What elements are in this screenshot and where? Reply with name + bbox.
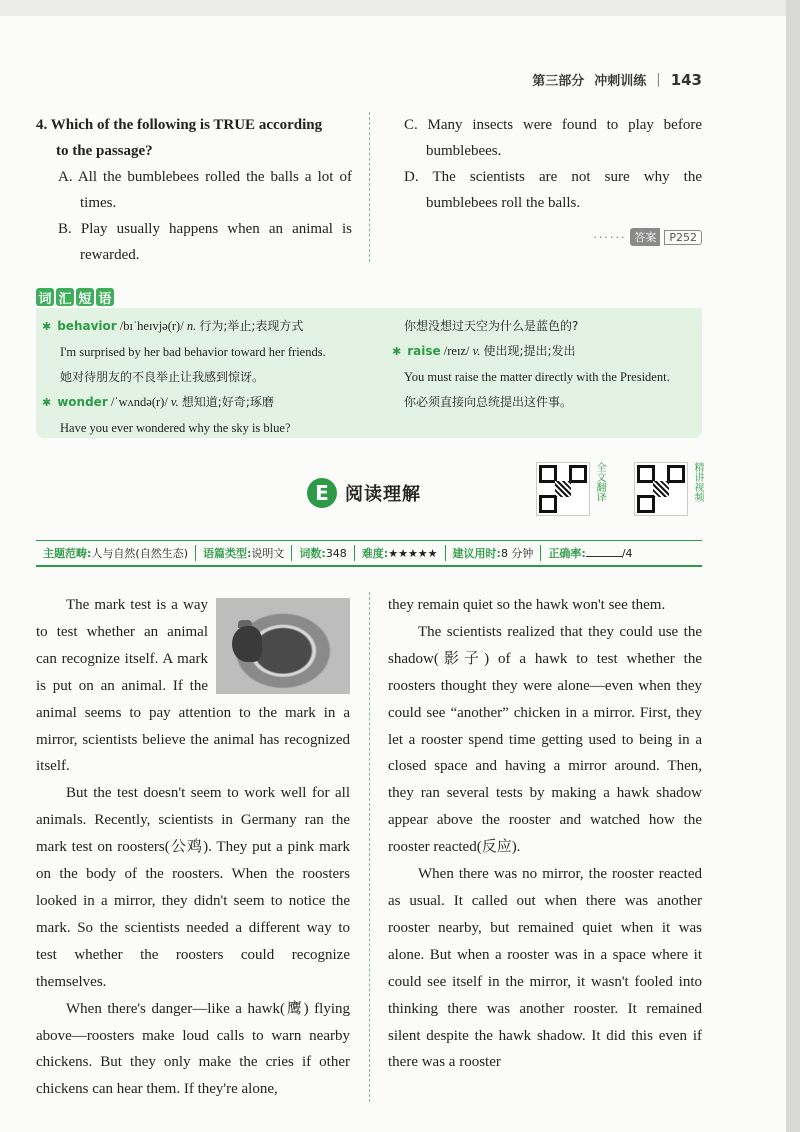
vocab-left-column: ✱ behavior /bɪˈheɪvjə(r)/ n. 行为;举止;表现方式 I'm surprised by her bad behavior toward her friends. 她对待朋友的不良举止让我感到惊讶。 ✱ wonder /ˈwʌndə(r)/ v. 想知道;好奇;琢磨 Have you ever wondered why the sky is blue?: [42, 314, 362, 441]
passage-paragraph-2: But the test doesn't seem to work well for all animals. Recently, scientists in Germany ran the mark test on roosters(公鸡). They put a pink mark on the body of the roosters. When the roosters looked in a mirror, they didn't seem to notice the mark. So the scientists needed a different way to test whether the roosters could recognize themselves.: [36, 785, 350, 990]
accuracy-blank[interactable]: [586, 546, 622, 557]
header-separator: |: [656, 72, 661, 87]
qr-code-icon[interactable]: [634, 462, 688, 516]
meta-difficulty: 难度:★★★★★: [355, 545, 446, 561]
vocab-entry: ✱ behavior /bɪˈheɪvjə(r)/ n. 行为;举止;表现方式: [42, 319, 304, 333]
header-subsection: 冲刺训练: [594, 74, 647, 89]
option-a: A. All the bumblebees rolled the balls a lot of times.: [58, 169, 352, 211]
passage-paragraph-3-cont: they remain quiet so the hawk won't see them.: [388, 597, 666, 613]
page-header: [532, 70, 702, 89]
page-right-edge: [786, 0, 800, 1132]
qr-label: 全文翻译: [594, 462, 605, 502]
qr-label: 精讲视频: [692, 462, 703, 502]
meta-genre: 语篇类型:说明文: [196, 545, 292, 561]
answer-page: P252: [664, 230, 702, 245]
qr-translation[interactable]: [536, 462, 605, 516]
meta-theme: 主题范畴:人与自然(自然生态): [36, 545, 196, 561]
vocab-right-column: 你想没想过天空为什么是蓝色的? ✱ raise /reɪz/ v. 使出现;提出;发出 You must raise the matter directly with the President. 你必须直接向总统提出这件事。: [392, 314, 702, 415]
passage-paragraph-1: The mark test is a way to test whether an animal can recognize itself. A mark is put on an animal. If the animal seems to pay attention to the mark in a mirror, scientists believe the animal has recognized itself.: [36, 597, 350, 775]
answer-tag: 答案: [630, 228, 660, 246]
vocab-entry: ✱ raise /reɪz/ v. 使出现;提出;发出: [392, 344, 576, 358]
vocab-entry: ✱ wonder /ˈwʌndə(r)/ v. 想知道;好奇;琢磨: [42, 395, 274, 409]
star-icon: ✱: [42, 397, 52, 409]
qr-code-icon[interactable]: [536, 462, 590, 516]
option-b: B. Play usually happens when an animal is rewarded.: [58, 221, 353, 263]
question-stem: 4. Which of the following is TRUE according: [36, 117, 323, 133]
meta-accuracy: 正确率: /4: [548, 547, 633, 560]
page-top-edge: [0, 0, 800, 16]
qr-video[interactable]: [634, 462, 703, 516]
column-divider: [369, 592, 370, 1102]
page-number: 143: [670, 70, 702, 89]
header-section: 第三部分: [532, 74, 585, 89]
passage-paragraph-4: The scientists realized that they could use the shadow(影子) of a hawk to test whether the roosters thought they were alone—even when they could see “another” chicken in a mirror. First, they let a rooster spend time getting used to being in a closed space and having a mirror around. Then, they ran several tests by making a hawk shadow appear above the rooster and watched how the rooster reacted(反应).: [388, 623, 702, 856]
section-letter-badge: E: [307, 478, 337, 508]
question-4-left: [36, 112, 352, 268]
column-divider: [369, 112, 370, 262]
star-icon: ✱: [392, 346, 402, 358]
meta-bar: [36, 540, 702, 567]
passage-paragraph-5: When there was no mirror, the rooster reacted as usual. It called out when there was another rooster nearby, but remained quiet when it was alone. But when a rooster was in a space where it could see itself in the mirror, it wasn't fooled into thinking there was another rooster. It remained silent despite the hawk shadow. It did this even if there was a rooster: [388, 866, 702, 1071]
option-d: D. The scientists are not sure why the bumblebees roll the balls.: [404, 169, 702, 211]
passage-left-column: [36, 592, 350, 1103]
star-icon: ✱: [42, 321, 52, 333]
vocab-title: 词 汇 短 语: [36, 288, 114, 306]
rooster-mirror-photo: [216, 598, 350, 694]
question-4-right: [404, 112, 702, 216]
answer-reference: ······ 答案 P252: [593, 228, 702, 246]
section-title: 阅读理解: [345, 484, 421, 505]
section-heading: [307, 478, 421, 508]
meta-words: 词数:348: [292, 545, 354, 561]
passage-right-column: [388, 592, 702, 1076]
question-stem-cont: to the passage?: [56, 143, 153, 159]
meta-time: 建议用时:8 分钟: [446, 545, 542, 561]
passage-paragraph-3: When there's danger—like a hawk(鹰) flying above—roosters make loud calls to warn nearby chickens. But they only make the cries if other chickens can hear them. If they're alone,: [36, 1000, 350, 1098]
option-c: C. Many insects were found to play before bumblebees.: [404, 117, 702, 159]
